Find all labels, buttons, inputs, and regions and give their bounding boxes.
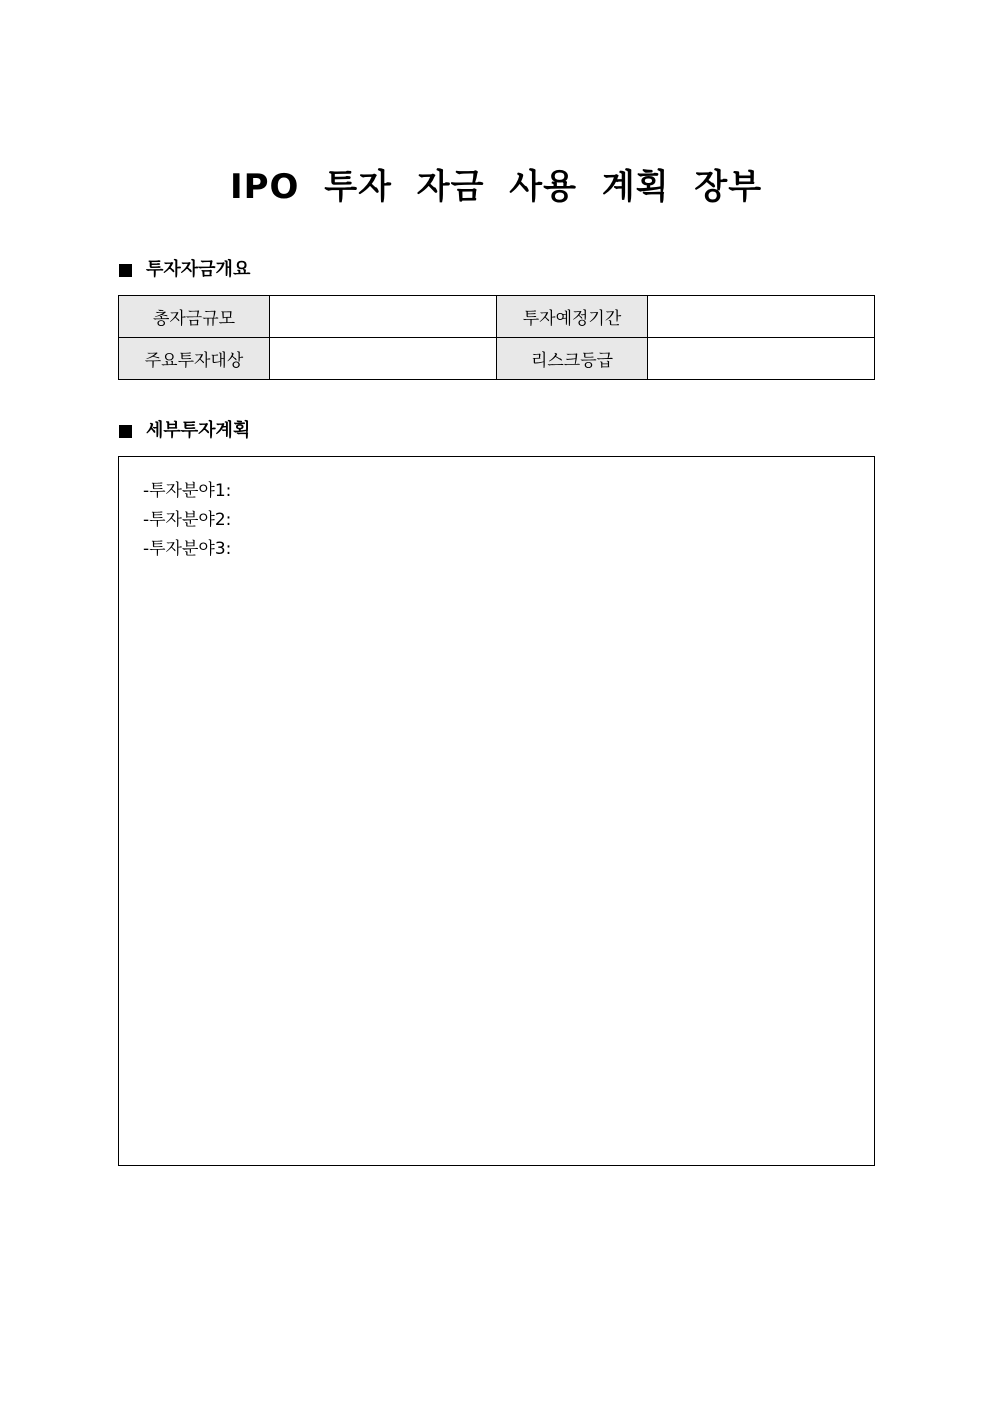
overview-table [118, 295, 875, 380]
document-title: IPO 투자 자금 사용 계획 장부 [229, 167, 763, 207]
total-fund-size-field[interactable] [270, 296, 497, 338]
investment-period-field[interactable] [648, 296, 875, 338]
section-heading-label: 투자자금개요 [146, 259, 251, 280]
main-investment-target-label: 주요투자대상 [119, 338, 270, 380]
black-square-icon [119, 264, 132, 277]
main-investment-target-field[interactable] [270, 338, 497, 380]
detail-plan-box[interactable] [118, 456, 875, 1166]
section-heading-detail [119, 418, 250, 444]
table-row [119, 296, 875, 338]
total-fund-size-label: 총자금규모 [119, 296, 270, 338]
risk-grade-field[interactable] [648, 338, 875, 380]
list-item: -투자분야1: [143, 481, 232, 501]
list-item: -투자분야3: [143, 539, 232, 559]
section-heading-label: 세부투자계획 [146, 420, 251, 441]
section-heading-overview [119, 257, 250, 283]
black-square-icon [119, 425, 132, 438]
risk-grade-label: 리스크등급 [497, 338, 648, 380]
detail-plan-list [143, 477, 231, 564]
investment-period-label: 투자예정기간 [497, 296, 648, 338]
list-item: -투자분야2: [143, 510, 232, 530]
table-row [119, 338, 875, 380]
